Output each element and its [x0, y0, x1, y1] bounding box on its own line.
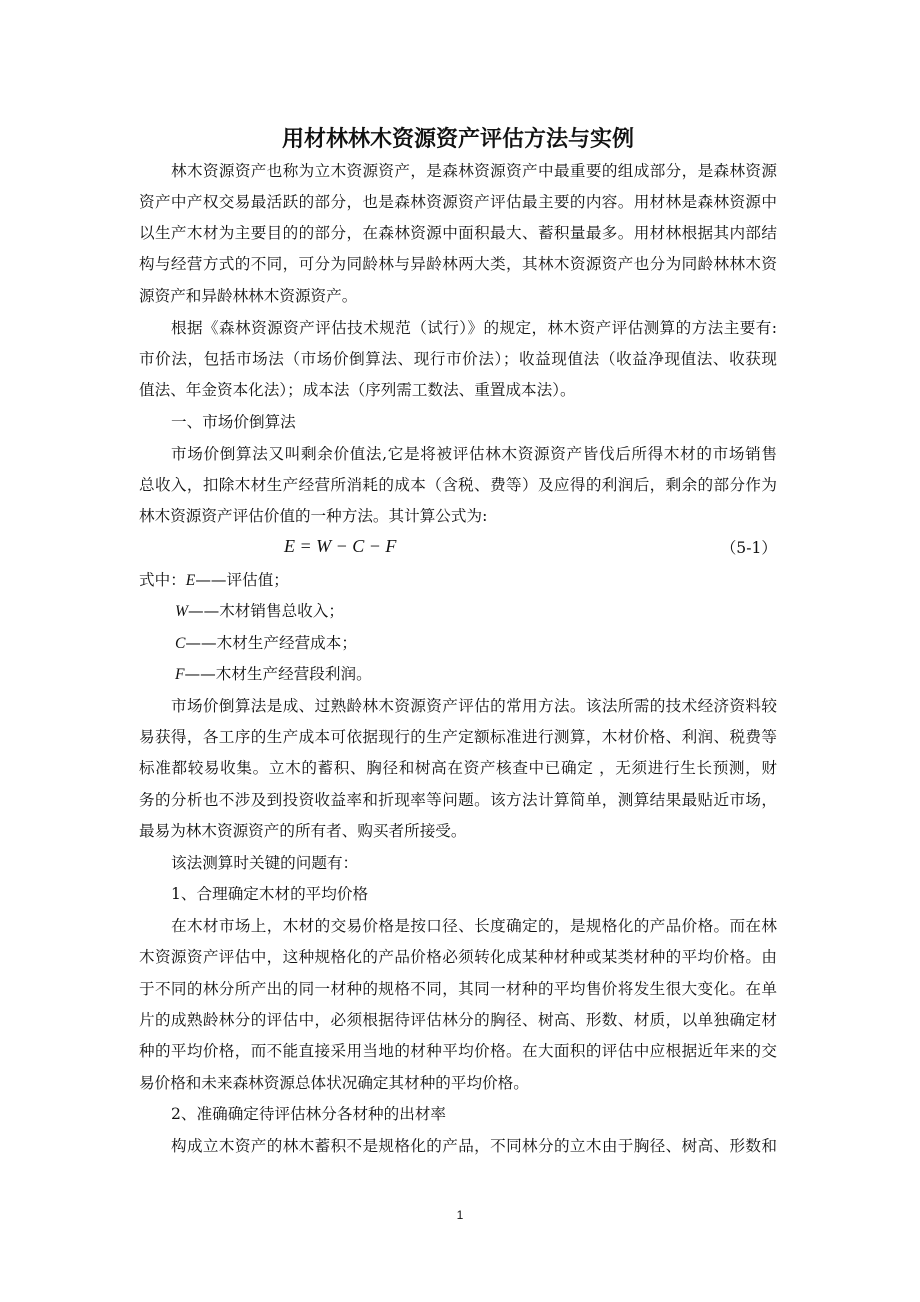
variable-definition	[139, 570, 777, 591]
paragraph-line: 市场价倒算法又叫剩余价值法,它是将被评估林木资源资产皆伐后所得木材的市场销售	[171, 445, 777, 463]
paragraph-line: 总收入，扣除木材生产经营所消耗的成本（含税、费等）及应得的利润后，剩余的部分作为	[139, 476, 777, 494]
paragraph-line: 源资产和异龄林林木资源资产。	[139, 287, 358, 305]
paragraph-line: 最易为林木资源资产的所有者、购买者所接受。	[139, 822, 467, 840]
paragraph-line: 根据《森林资源资产评估技术规范（试行）》的规定，林木资产评估测算的方法主要有:	[171, 319, 777, 337]
paragraph-line: 以生产木材为主要目的的部分，在森林资源中面积最大、蓄积量最多。用材林根据其内部结	[139, 224, 777, 242]
variable-desc: ——木材销售总收入；	[188, 602, 344, 620]
section-heading: 2、准确确定待评估林分各材种的出材率	[171, 1105, 447, 1123]
paragraph-line: 于不同的林分所产出的同一材种的规格不同，其同一材种的平均售价将发生很大变化。在单	[139, 980, 777, 998]
paragraph-line: 在木材市场上，木材的交易价格是按口径、长度确定的，是规格化的产品价格。而在林	[171, 917, 777, 935]
variable-definition	[175, 601, 777, 622]
variable-definition	[175, 633, 777, 654]
paragraph-line: 市场价倒算法是成、过熟龄林木资源资产评估的常用方法。该法所需的技术经济资料较	[171, 697, 777, 715]
variable-desc: ——木材生产经营段利润。	[184, 665, 372, 683]
paragraph-line: 务的分析也不涉及到投资收益率和折现率等问题。该方法计算简单，测算结果最贴近市场，	[139, 791, 777, 809]
paragraph-line: 木资源资产评估中，这种规格化的产品价格必须转化成某种材种或某类材种的平均价格。由	[139, 948, 777, 966]
equation-number: （5-1）	[720, 539, 777, 557]
section-heading: 一、市场价倒算法	[171, 413, 296, 431]
paragraph-line: 标准都较易收集。立木的蓄积、胸径和树高在资产核查中已确定 ，无须进行生长预测，财	[139, 759, 777, 777]
paragraph-line: 值法、年金资本化法）；成本法（序列需工数法、重置成本法）。	[139, 381, 576, 399]
document-title: 用材林林木资源资产评估方法与实例	[281, 127, 634, 152]
variable-symbol: C	[175, 635, 186, 652]
paragraph-line: 林木资源资产评估价值的一种方法。其计算公式为:	[139, 507, 488, 525]
variable-symbol: E	[185, 572, 196, 589]
paragraph-line: 种的平均价格，而不能直接采用当地的材种平均价格。在大面积的评估中应根据近年来的交	[139, 1042, 777, 1060]
paragraph-line: 林木资源资产也称为立木资源资产，是森林资源资产中最重要的组成部分，是森林资源	[171, 162, 777, 180]
paragraph-line: 资产中产权交易最活跃的部分，也是森林资源资产评估最主要的内容。用材林是森林资源中	[139, 193, 777, 211]
variable-desc: ——评估值；	[195, 571, 289, 589]
paragraph-line: 构成立木资产的林木蓄积不是规格化的产品，不同林分的立木由于胸径、树高、形数和	[171, 1137, 777, 1155]
variable-definition	[175, 664, 777, 685]
variable-symbol: W	[175, 603, 188, 620]
section-heading: 1、合理确定木材的平均价格	[171, 885, 369, 903]
paragraph-line: 市价法，包括市场法（市场价倒算法、现行市价法）；收益现值法（收益净现值法、收获现	[139, 350, 777, 368]
paragraph-line: 易价格和未来森林资源总体状况确定其材种的平均价格。	[139, 1074, 529, 1092]
formula: E = W − C − F	[284, 536, 397, 556]
paragraph-line: 片的成熟龄林分的评估中，必须根据待评估林分的胸径、树高、形数、材质，以单独确定材	[139, 1011, 777, 1029]
paragraph-line: 易获得，各工序的生产成本可依据现行的生产定额标准进行测算，木材价格、利润、税费等	[139, 728, 777, 746]
paragraph-line: 构与经营方式的不同，可分为同龄林与异龄林两大类，其林木资源资产也分为同龄林林木资	[139, 255, 777, 273]
variable-desc: ——木材生产经营成本；	[185, 634, 357, 652]
paragraph-line: 该法测算时关键的问题有：	[171, 854, 359, 872]
where-label: 式中：	[139, 571, 186, 589]
page-number: 1	[456, 1208, 464, 1222]
variable-symbol: F	[175, 666, 185, 683]
